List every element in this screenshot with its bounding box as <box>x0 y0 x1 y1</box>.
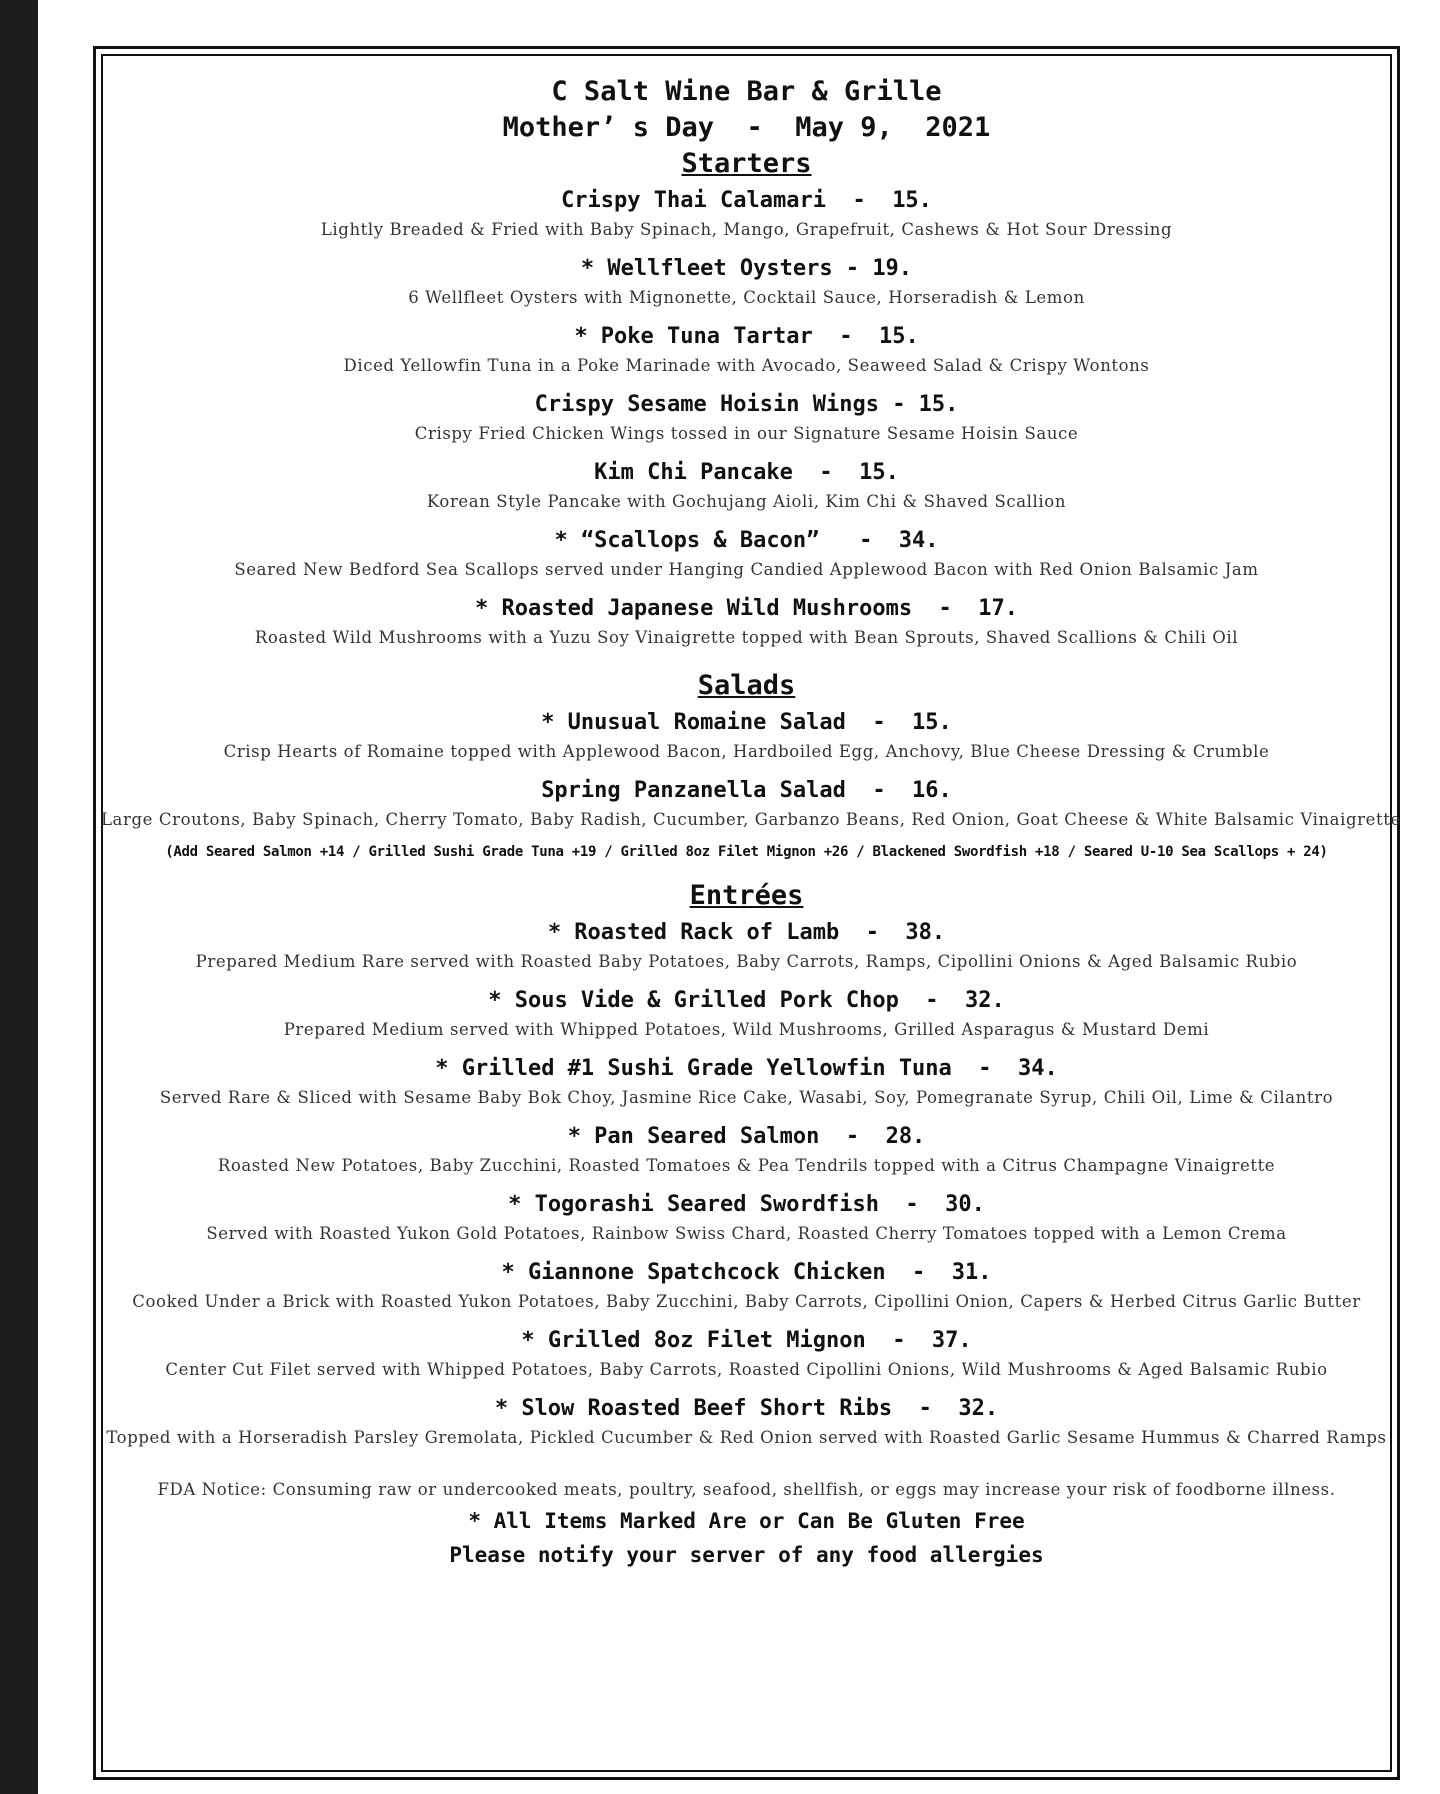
menu-item-name: Crispy Thai Calamari - 15. <box>561 188 932 213</box>
menu-item-name: Crispy Sesame Hoisin Wings - 15. <box>534 392 959 417</box>
menu-item-description: 6 Wellfleet Oysters with Mignonette, Cocktail Sauce, Horseradish & Lemon <box>408 288 1085 307</box>
menu-item-description: Seared New Bedford Sea Scallops served under Hanging Candied Applewood Bacon with Red Onion Balsamic Jam <box>234 560 1259 579</box>
menu-item-description: Korean Style Pancake with Gochujang Aioli, Kim Chi & Shaved Scallion <box>426 492 1067 511</box>
menu-item-name: Spring Panzanella Salad - 16. <box>541 778 952 803</box>
menu-item-description: Served with Roasted Yukon Gold Potatoes, Rainbow Swiss Chard, Roasted Cherry Tomatoes topped with a Lemon Crema <box>206 1224 1287 1243</box>
menu-item-description: Served Rare & Sliced with Sesame Baby Bok Choy, Jasmine Rice Cake, Wasabi, Soy, Pomegranate Syrup, Chili Oil, Lime & Cilantro <box>159 1088 1334 1107</box>
section-title-entrees: Entrées <box>689 880 804 911</box>
allergy-note: Please notify your server of any food allergies <box>449 1543 1044 1567</box>
menu-item-name: * Giannone Spatchcock Chicken - 31. <box>501 1260 992 1285</box>
menu-item-description: Roasted Wild Mushrooms with a Yuzu Soy Vinaigrette topped with Bean Sprouts, Shaved Scallions & Chili Oil <box>254 628 1239 647</box>
menu-item-description: Roasted New Potatoes, Baby Zucchini, Roasted Tomatoes & Pea Tendrils topped with a Citrus Champagne Vinaigrette <box>217 1156 1276 1175</box>
restaurant-name: C Salt Wine Bar & Grille <box>551 76 942 107</box>
left-edge-bar <box>0 0 38 1794</box>
menu-item-name: * Sous Vide & Grilled Pork Chop - 32. <box>488 988 1005 1013</box>
menu-item-description: Large Croutons, Baby Spinach, Cherry Tomato, Baby Radish, Cucumber, Garbanzo Beans, Red Onion, Goat Cheese & White Balsamic Vinaigrette <box>101 810 1401 829</box>
menu-item-name: * Unusual Romaine Salad - 15. <box>541 710 952 735</box>
menu-item-name: * Roasted Rack of Lamb - 38. <box>547 920 946 945</box>
menu-item-name: * Roasted Japanese Wild Mushrooms - 17. <box>474 596 1019 621</box>
menu-item-description: Crispy Fried Chicken Wings tossed in our Signature Sesame Hoisin Sauce <box>414 424 1079 443</box>
menu-item-description: Cooked Under a Brick with Roasted Yukon Potatoes, Baby Zucchini, Baby Carrots, Cipollini Onion, Capers & Herbed Citrus Garlic Butter <box>132 1292 1361 1311</box>
occasion-date: Mother’ s Day - May 9, 2021 <box>502 112 991 143</box>
section-title-salads: Salads <box>697 670 796 701</box>
menu-item-name: * Slow Roasted Beef Short Ribs - 32. <box>494 1396 999 1421</box>
salad-addons-note: (Add Seared Salmon +14 / Grilled Sushi Grade Tuna +19 / Grilled 8oz Filet Mignon +26 / Blackened Swordfish +18 / Seared U-10 Sea Scallops + 24) <box>165 844 1328 860</box>
menu-item-description: Prepared Medium Rare served with Roasted Baby Potatoes, Baby Carrots, Ramps, Cipollini Onions & Aged Balsamic Rubio <box>195 952 1298 971</box>
menu-item-name: * “Scallops & Bacon” - 34. <box>554 528 939 553</box>
menu-item-description: Lightly Breaded & Fried with Baby Spinach, Mango, Grapefruit, Cashews & Hot Sour Dressing <box>320 220 1173 239</box>
menu-item-name: * Grilled 8oz Filet Mignon - 37. <box>521 1328 972 1353</box>
menu-item-name: * Togorashi Seared Swordfish - 30. <box>508 1192 985 1217</box>
gluten-free-note: * All Items Marked Are or Can Be Gluten Free <box>468 1509 1025 1533</box>
menu-item-name: * Poke Tuna Tartar - 15. <box>574 324 919 349</box>
section-title-starters: Starters <box>681 148 812 179</box>
menu-item-description: Crisp Hearts of Romaine topped with Applewood Bacon, Hardboiled Egg, Anchovy, Blue Cheese Dressing & Crumble <box>223 742 1270 761</box>
menu-item-description: Diced Yellowfin Tuna in a Poke Marinade with Avocado, Seaweed Salad & Crispy Wontons <box>343 356 1150 375</box>
menu-item-description: Center Cut Filet served with Whipped Potatoes, Baby Carrots, Roasted Cipollini Onions, Wild Mushrooms & Aged Balsamic Rubio <box>165 1360 1328 1379</box>
menu-item-description: Prepared Medium served with Whipped Potatoes, Wild Mushrooms, Grilled Asparagus & Mustard Demi <box>283 1020 1210 1039</box>
menu-item-name: * Wellfleet Oysters - 19. <box>580 256 913 281</box>
menu-item-name: * Pan Seared Salmon - 28. <box>567 1124 926 1149</box>
menu-item-description: Topped with a Horseradish Parsley Gremolata, Pickled Cucumber & Red Onion served with Roasted Garlic Sesame Hummus & Charred Ramps <box>106 1428 1387 1447</box>
menu-item-name: Kim Chi Pancake - 15. <box>594 460 899 485</box>
menu-page <box>101 54 1401 1572</box>
menu-item-name: * Grilled #1 Sushi Grade Yellowfin Tuna - 34. <box>435 1056 1058 1081</box>
fda-notice: FDA Notice: Consuming raw or undercooked meats, poultry, seafood, shellfish, or eggs may increase your risk of foodborne illness. <box>157 1480 1336 1499</box>
